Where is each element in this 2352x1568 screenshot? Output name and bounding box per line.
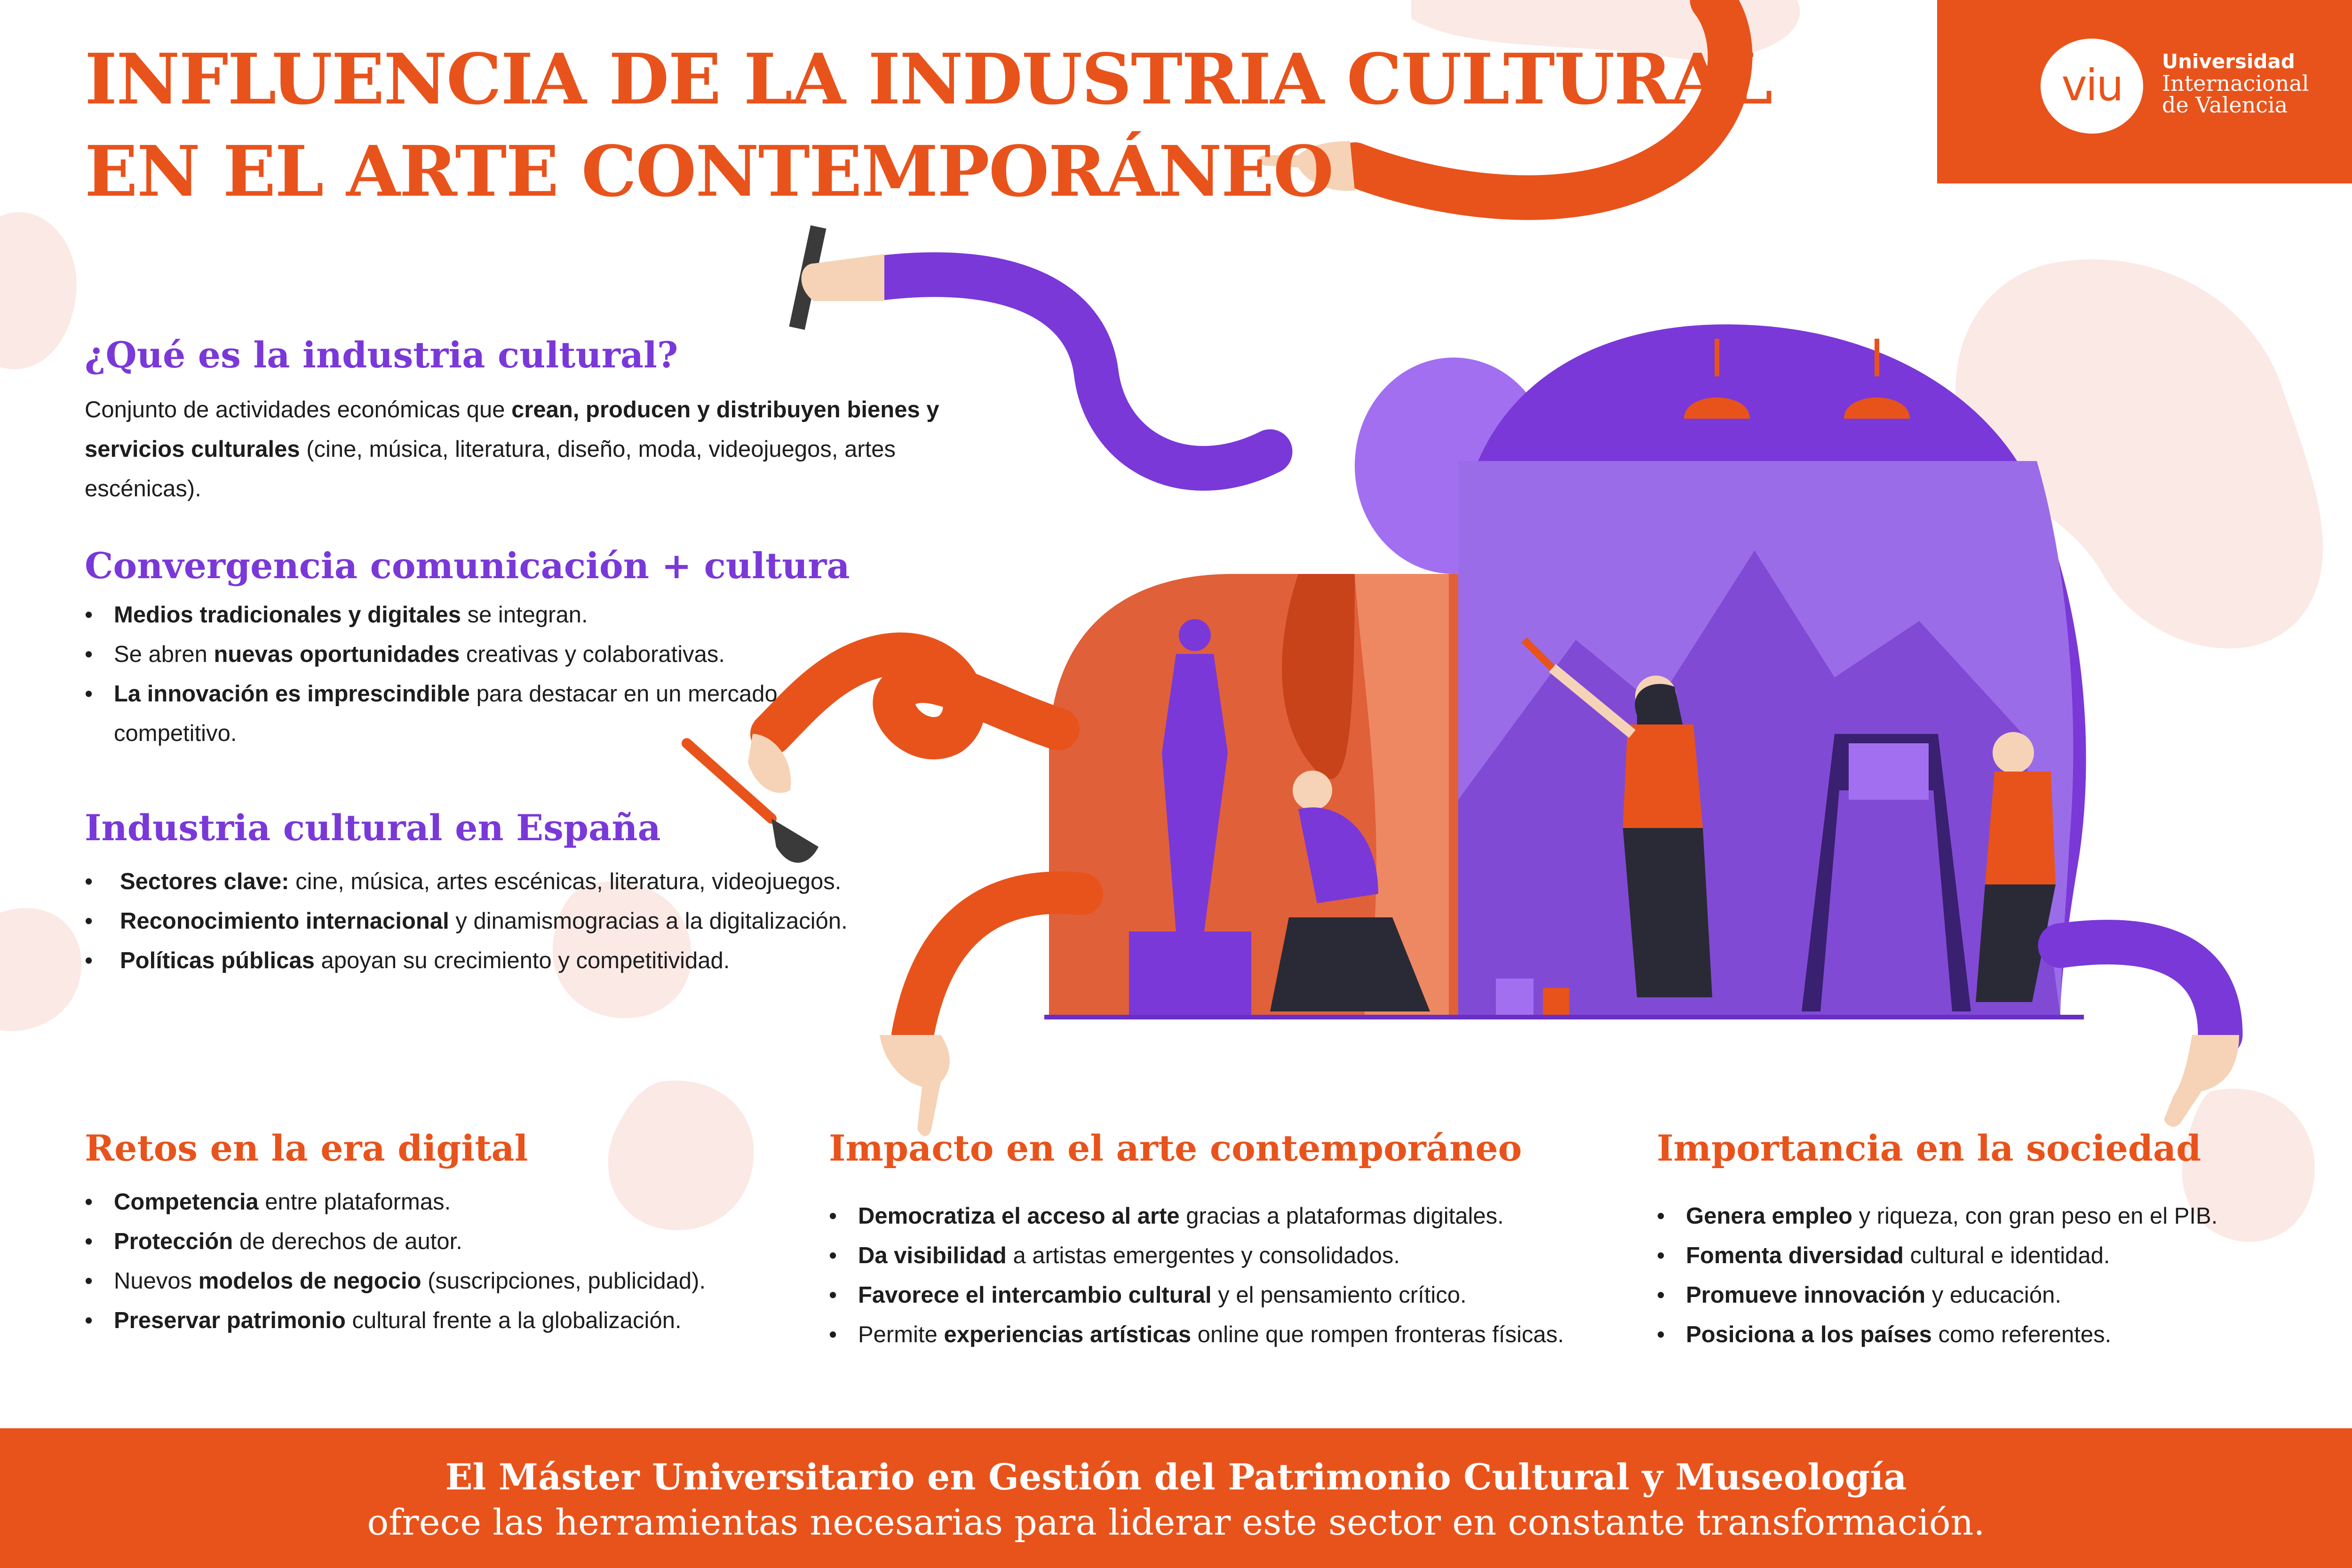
- university-logo: [1937, 0, 2352, 183]
- section-heading: Importancia en la sociedad: [1657, 1127, 2201, 1169]
- list-item: • Políticas públicas apoyan su crecimiento y competitividad.: [85, 941, 1025, 980]
- section-heading: Convergencia comunicación + cultura: [85, 545, 850, 587]
- section-heading: Industria cultural en España: [85, 807, 661, 849]
- pointing-hand-icon: [880, 1035, 950, 1136]
- section-heading: Retos en la era digital: [85, 1127, 528, 1169]
- logo-line-2: Internacional: [2162, 71, 2309, 96]
- list-item: • Democratiza el acceso al arte gracias a plataformas digitales.: [829, 1196, 1647, 1236]
- list-item: • Fomenta diversidad cultural e identidad.: [1657, 1236, 2339, 1275]
- section-heading: Impacto en el arte contemporáneo: [829, 1127, 1522, 1169]
- list-item: • La innovación es imprescindible para destacar en un mercado competitivo.: [85, 674, 833, 753]
- logo-line-1: Universidad: [2162, 50, 2295, 73]
- title-line-1: INFLUENCIA DE LA INDUSTRIA CULTURAL: [85, 38, 1772, 120]
- section-heading: ¿Qué es la industria cultural?: [85, 334, 678, 376]
- title-line-2: EN EL ARTE CONTEMPORÁNEO: [85, 130, 1333, 212]
- logo-wordmark: [2162, 51, 2309, 116]
- pencil-icon: [789, 225, 884, 330]
- list-item: • Reconocimiento internacional y dinamismogracias a la digitalización.: [85, 901, 1025, 941]
- list-item: • Medios tradicionales y digitales se integran.: [85, 595, 833, 635]
- footer-banner: [0, 1428, 2352, 1568]
- list-item: • Genera empleo y riqueza, con gran peso en el PIB.: [1657, 1196, 2339, 1236]
- list-item: • Favorece el intercambio cultural y el pensamiento crítico.: [829, 1275, 1647, 1315]
- pointing-hand-icon: [2164, 1035, 2239, 1127]
- list-item: • Nuevos modelos de negocio (suscripciones, publicidad).: [85, 1261, 837, 1301]
- section-espana: [85, 805, 1025, 980]
- list-item: • Preservar patrimonio cultural frente a la globalización.: [85, 1301, 837, 1340]
- list-item: • Se abren nuevas oportunidades creativas y colaborativas.: [85, 635, 833, 674]
- page-title: [85, 33, 1772, 217]
- section-importancia: [1657, 1126, 2339, 1354]
- list-item: • Protección de derechos de autor.: [85, 1222, 837, 1261]
- footer-line-2: ofrece las herramientas necesarias para liderar este sector en constante transformación.: [367, 1501, 1985, 1543]
- bullet-list: [85, 862, 1025, 980]
- section-que-es: [85, 333, 946, 509]
- section-paragraph: Conjunto de actividades económicas que crean, producen y distribuyen bienes y servicios culturales (cine, música, literatura, diseño, moda, videojuegos, artes escénicas).: [85, 397, 939, 501]
- list-item: • Promueve innovación y educación.: [1657, 1275, 2339, 1315]
- section-retos: [85, 1126, 837, 1340]
- section-convergencia: [85, 543, 850, 753]
- list-item: • Permite experiencias artísticas online que rompen fronteras físicas.: [829, 1315, 1647, 1354]
- logo-line-3: de Valencia: [2162, 92, 2288, 118]
- list-item: • Sectores clave: cine, música, artes escénicas, literatura, videojuegos.: [85, 862, 1025, 901]
- list-item: • Posiciona a los países como referentes.: [1657, 1315, 2339, 1354]
- viu-logo-mark: viu: [2041, 39, 2143, 134]
- bullet-list: [829, 1196, 1647, 1354]
- bullet-list: [1657, 1196, 2339, 1354]
- bullet-list: [85, 595, 833, 753]
- arm-bottom-purple: [2060, 942, 2220, 1035]
- list-item: • Competencia entre plataformas.: [85, 1182, 837, 1222]
- bullet-list: [85, 1182, 837, 1340]
- list-item: • Da visibilidad a artistas emergentes y consolidados.: [829, 1236, 1647, 1275]
- section-impacto: [829, 1126, 1647, 1354]
- footer-line-1: El Máster Universitario en Gestión del Patrimonio Cultural y Museología: [445, 1456, 1907, 1498]
